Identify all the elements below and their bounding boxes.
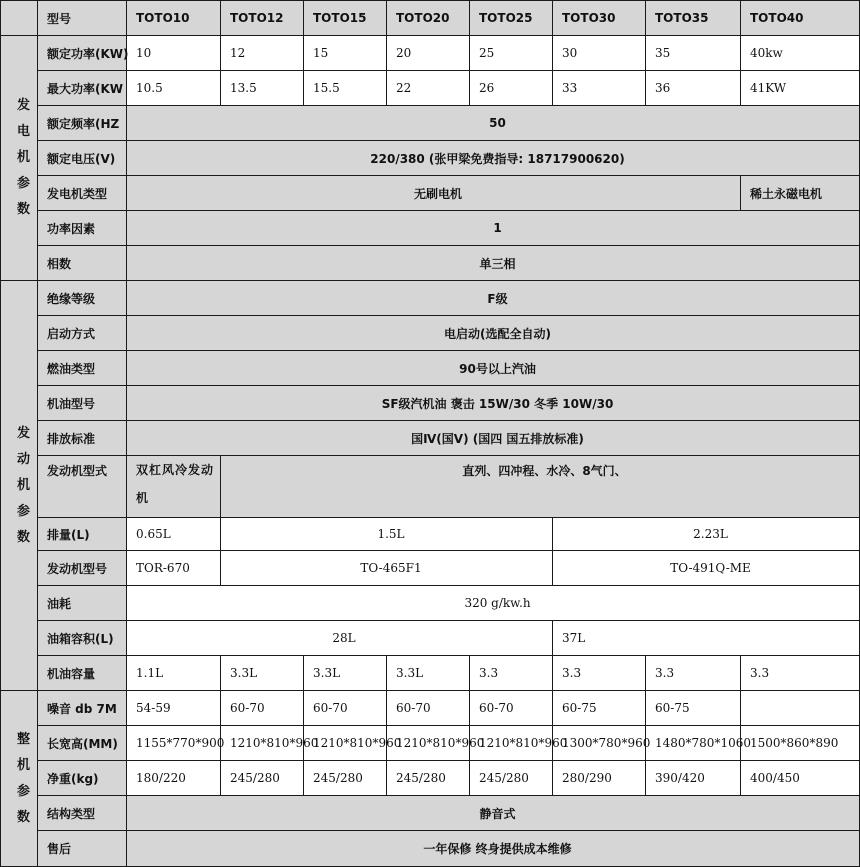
table-row: [1, 551, 860, 586]
row-label: 结构类型: [38, 796, 127, 831]
value-cell: 60-75: [646, 691, 741, 726]
table-row: [1, 316, 860, 351]
value-cell: 1480*780*1060: [646, 726, 741, 761]
value-cell: 22: [387, 71, 470, 106]
table-row: [1, 386, 860, 421]
table-row: [1, 691, 860, 726]
row-label: 长宽高(MM): [38, 726, 127, 761]
value-cell: 10.5: [127, 71, 221, 106]
table-row: [1, 621, 860, 656]
value-cell: 54-59: [127, 691, 221, 726]
table-row: [1, 36, 860, 71]
row-label: 发动机型式: [38, 456, 127, 518]
value-cell: 3.3L: [387, 656, 470, 691]
value-cell: 1500*860*890: [741, 726, 860, 761]
merged-value-cell: 90号以上汽油: [127, 351, 860, 386]
row-label: 额定频率(HZ: [38, 106, 127, 141]
value-cell: 33: [553, 71, 646, 106]
table-row: [1, 831, 860, 867]
table-row: [1, 761, 860, 796]
table-row: [1, 796, 860, 831]
value-cell: 60-70: [387, 691, 470, 726]
value-cell: 3.3: [741, 656, 860, 691]
row-label: 发电机类型: [38, 176, 127, 211]
row-label: 最大功率(KW: [38, 71, 127, 106]
table-row: [1, 726, 860, 761]
value-cell: 双杠风冷发动机: [127, 456, 221, 518]
table-row: [1, 351, 860, 386]
merged-value-cell: SF级汽机油 褒击 15W/30 冬季 10W/30: [127, 386, 860, 421]
value-cell: 1210*810*960: [470, 726, 553, 761]
value-cell: 3.3: [470, 656, 553, 691]
value-cell: 26: [470, 71, 553, 106]
merged-value-cell: 37L: [553, 621, 860, 656]
row-label: 净重(kg): [38, 761, 127, 796]
merged-value-cell: F级: [127, 281, 860, 316]
table-row: [1, 141, 860, 176]
row-label: 额定功率(KW): [38, 36, 127, 71]
merged-value-cell: TO-465F1: [221, 551, 553, 586]
row-label: 绝缘等级: [38, 281, 127, 316]
model-cell: TOTO12: [221, 1, 304, 36]
value-cell: 3.3: [646, 656, 741, 691]
table-row: [1, 421, 860, 456]
value-cell: 1210*810*960: [221, 726, 304, 761]
row-label: 噪音 db 7M: [38, 691, 127, 726]
table-row: [1, 456, 860, 518]
table-row: [1, 656, 860, 691]
table-row: [1, 106, 860, 141]
value-cell: 60-70: [470, 691, 553, 726]
section-generator: 发电机参数: [1, 36, 38, 281]
row-label: 额定电压(V): [38, 141, 127, 176]
table-row: [1, 518, 860, 551]
value-cell: 280/290: [553, 761, 646, 796]
merged-value-cell: 28L: [127, 621, 553, 656]
value-cell: 1.1L: [127, 656, 221, 691]
value-cell: 30: [553, 36, 646, 71]
merged-value-cell: 直列、四冲程、水冷、8气门、: [221, 456, 860, 518]
row-label: 相数: [38, 246, 127, 281]
value-cell: 1155*770*900: [127, 726, 221, 761]
value-cell: 245/280: [387, 761, 470, 796]
value-cell: 12: [221, 36, 304, 71]
merged-value-cell: 无刷电机: [127, 176, 741, 211]
table-row: [1, 281, 860, 316]
row-label: 排量(L): [38, 518, 127, 551]
merged-value-cell: 1: [127, 211, 860, 246]
row-label: 燃油类型: [38, 351, 127, 386]
corner-cell: [1, 1, 38, 36]
table-row: [1, 71, 860, 106]
row-label: 排放标准: [38, 421, 127, 456]
row-label: 机油型号: [38, 386, 127, 421]
value-cell: TOR-670: [127, 551, 221, 586]
value-cell: 245/280: [304, 761, 387, 796]
value-cell: 1210*810*960: [387, 726, 470, 761]
value-cell: 13.5: [221, 71, 304, 106]
model-cell: TOTO35: [646, 1, 741, 36]
row-label: 启动方式: [38, 316, 127, 351]
value-cell: 60-70: [304, 691, 387, 726]
value-cell: 20: [387, 36, 470, 71]
value-cell: [741, 691, 860, 726]
model-label: 型号: [38, 1, 127, 36]
value-cell: 60-75: [553, 691, 646, 726]
value-cell: 10: [127, 36, 221, 71]
value-cell: 0.65L: [127, 518, 221, 551]
value-cell: 400/450: [741, 761, 860, 796]
value-cell: 36: [646, 71, 741, 106]
value-cell: 3.3L: [304, 656, 387, 691]
model-cell: TOTO15: [304, 1, 387, 36]
value-cell: 稀土永磁电机: [741, 176, 860, 211]
merged-value-cell: 一年保修 终身提供成本维修: [127, 831, 860, 867]
value-cell: 245/280: [470, 761, 553, 796]
model-cell: TOTO30: [553, 1, 646, 36]
merged-value-cell: 国Ⅳ(国Ⅴ) (国四 国五排放标准): [127, 421, 860, 456]
merged-value-cell: TO-491Q-ME: [553, 551, 860, 586]
value-cell: 15: [304, 36, 387, 71]
merged-value-cell: 电启动(选配全自动): [127, 316, 860, 351]
value-cell: 245/280: [221, 761, 304, 796]
merged-value-cell: 单三相: [127, 246, 860, 281]
value-cell: 15.5: [304, 71, 387, 106]
value-cell: 41KW: [741, 71, 860, 106]
value-cell: 1300*780*960: [553, 726, 646, 761]
model-cell: TOTO25: [470, 1, 553, 36]
value-cell: 1210*810*960: [304, 726, 387, 761]
merged-value-cell: 静音式: [127, 796, 860, 831]
row-label: 发动机型号: [38, 551, 127, 586]
table-row: [1, 246, 860, 281]
row-label: 油耗: [38, 586, 127, 621]
merged-value-cell: 320 g/kw.h: [127, 586, 860, 621]
merged-value-cell: 2.23L: [553, 518, 860, 551]
model-cell: TOTO40: [741, 1, 860, 36]
value-cell: 390/420: [646, 761, 741, 796]
table-row: [1, 211, 860, 246]
value-cell: 3.3L: [221, 656, 304, 691]
value-cell: 180/220: [127, 761, 221, 796]
row-label: 售后: [38, 831, 127, 867]
value-cell: 40kw: [741, 36, 860, 71]
table-row: [1, 176, 860, 211]
merged-value-cell: 50: [127, 106, 860, 141]
model-cell: TOTO10: [127, 1, 221, 36]
merged-value-cell: 220/380 (张甲梁免费指导: 18717900620): [127, 141, 860, 176]
row-label: 油箱容积(L): [38, 621, 127, 656]
value-cell: 25: [470, 36, 553, 71]
value-cell: 60-70: [221, 691, 304, 726]
table-row: [1, 586, 860, 621]
section-engine: 发动机参数: [1, 281, 38, 691]
header-row: [1, 1, 860, 36]
value-cell: 35: [646, 36, 741, 71]
value-cell: 3.3: [553, 656, 646, 691]
merged-value-cell: 1.5L: [221, 518, 553, 551]
section-complete: 整机参数: [1, 691, 38, 867]
row-label: 机油容量: [38, 656, 127, 691]
model-cell: TOTO20: [387, 1, 470, 36]
row-label: 功率因素: [38, 211, 127, 246]
